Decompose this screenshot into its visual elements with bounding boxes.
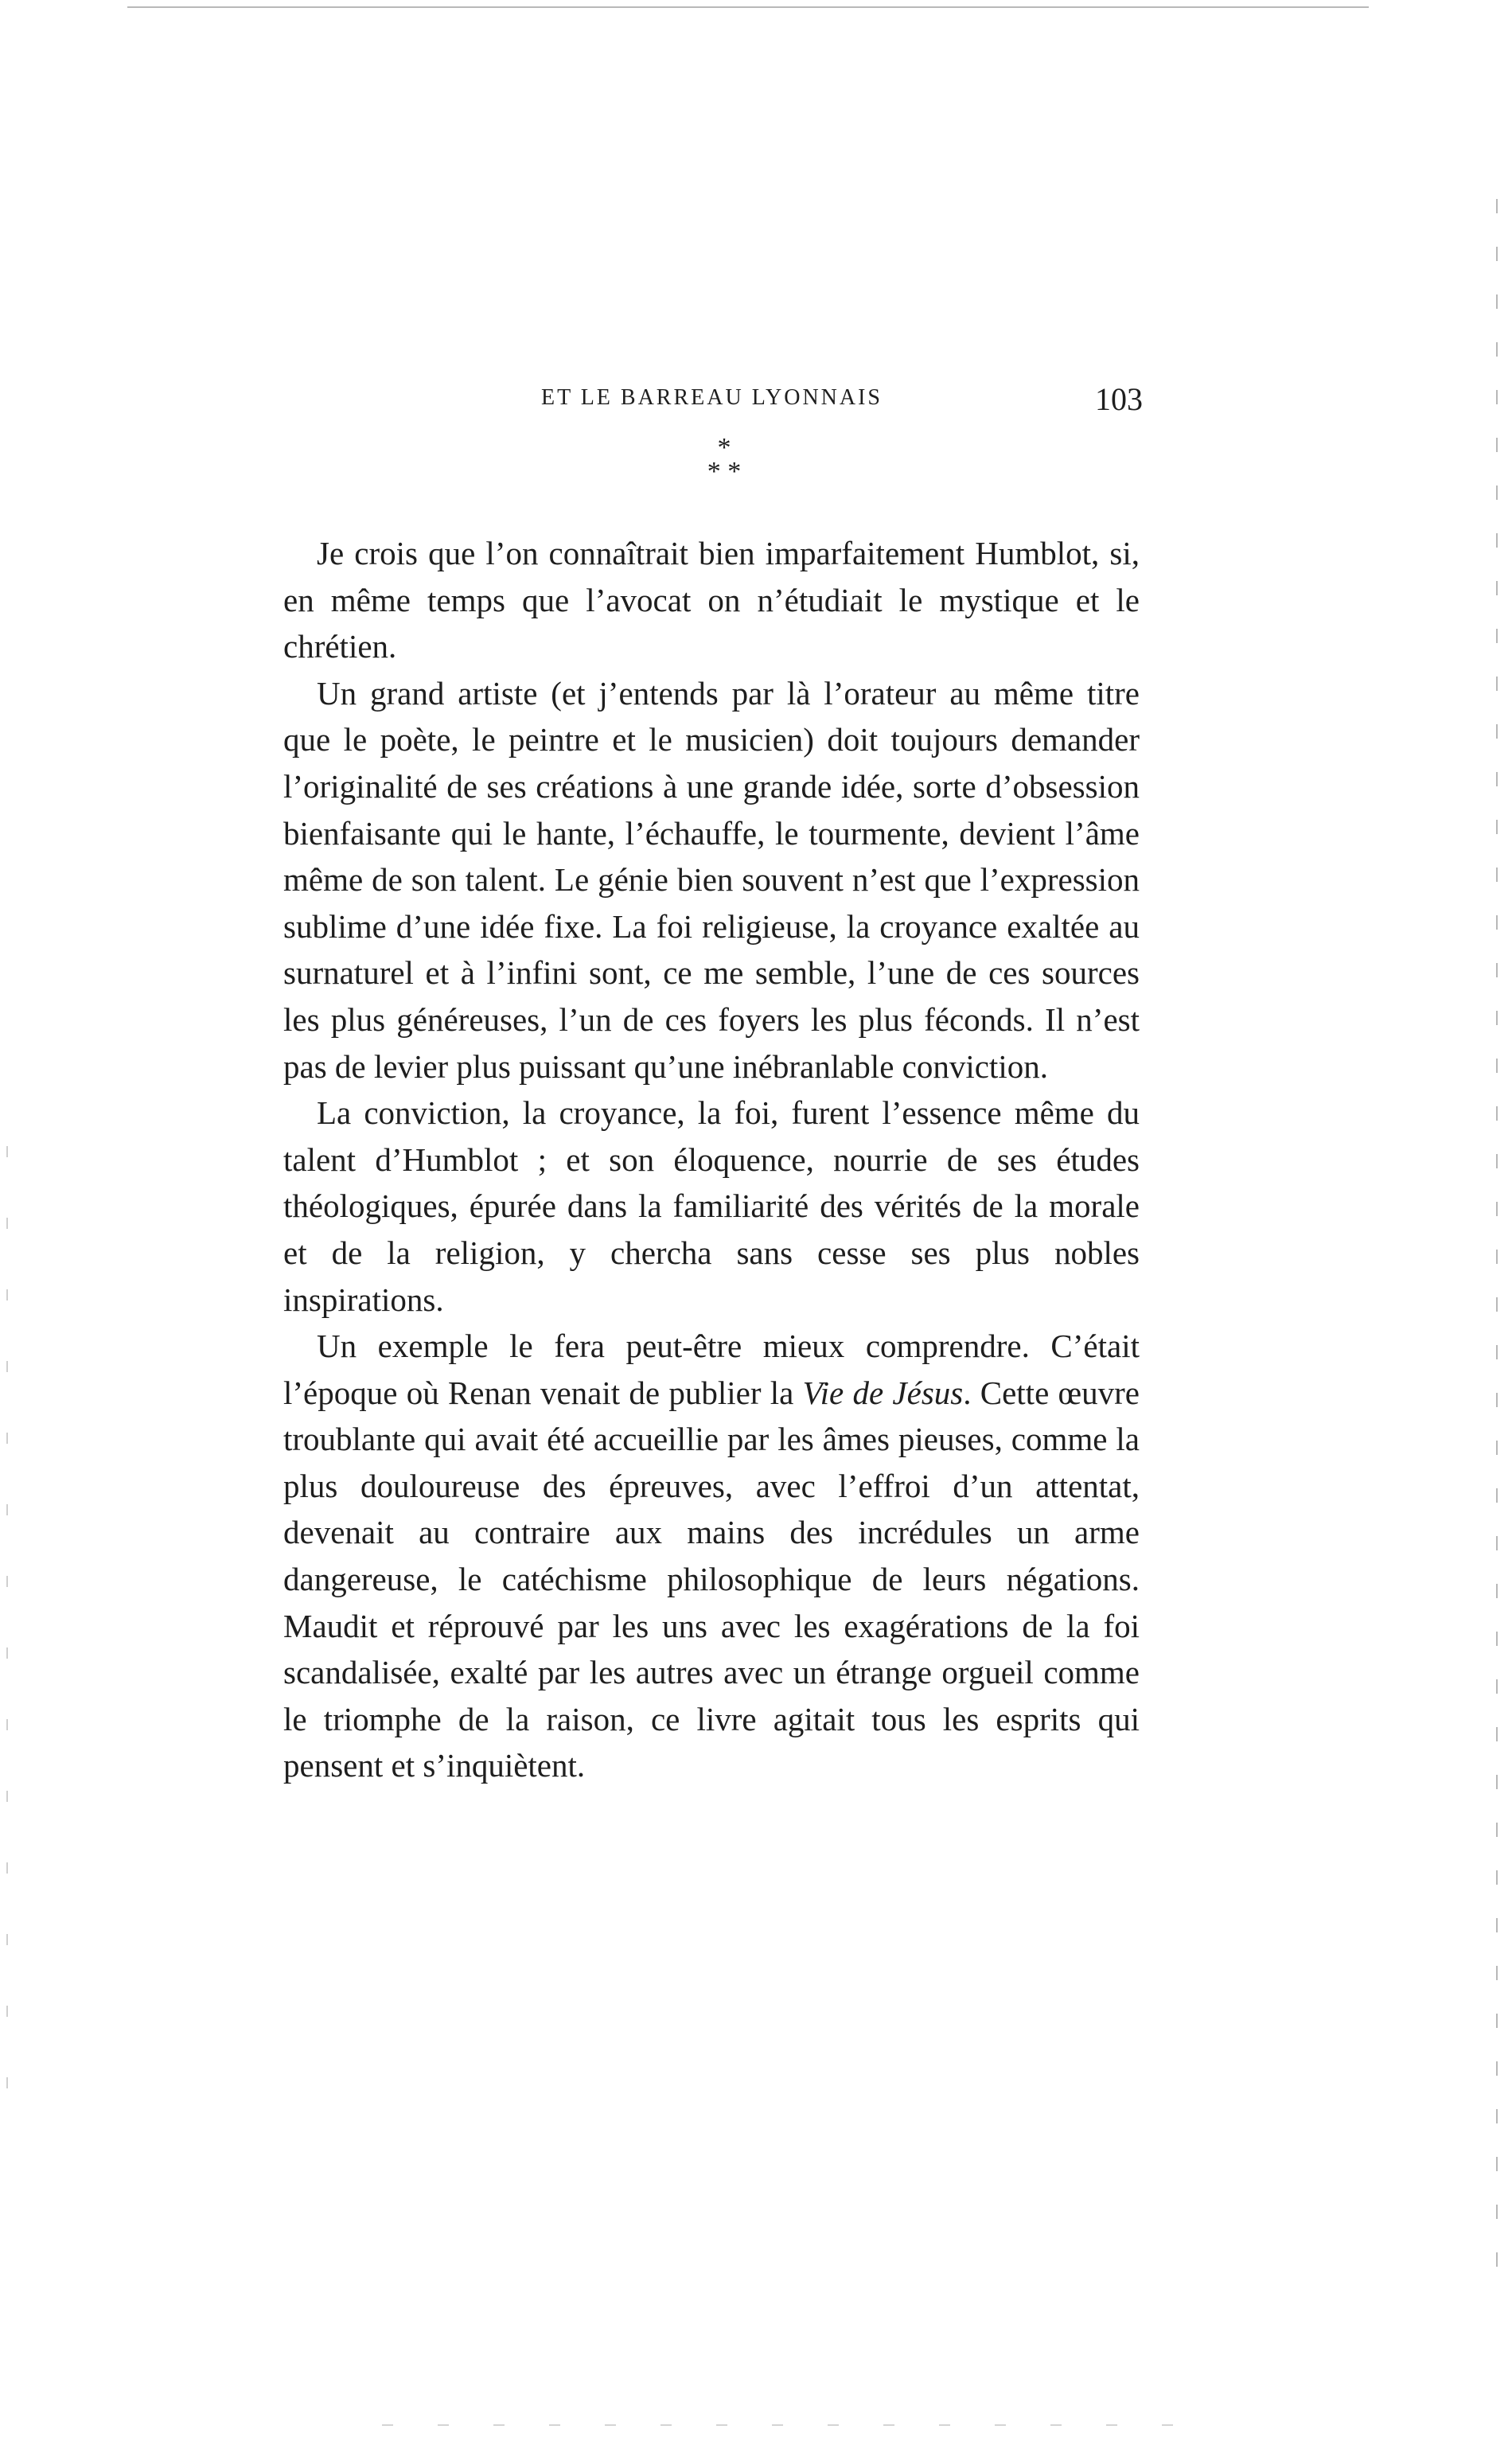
paragraph: Je crois que l’on connaîtrait bien imparfaitement Humblot, si, en même temps que l’avocat on n’étudiait le mystique et le chrétien. (283, 535, 1140, 665)
page-number: 103 (1095, 381, 1143, 417)
asterism-top: * (717, 433, 731, 462)
paragraph-text: Un exemple le fera peut-être mieux comprendre. C’était l’époque où Renan venait de publier la (283, 1328, 1140, 1411)
paragraph (283, 1323, 1140, 1789)
book-title-italic: Vie de Jésus (802, 1374, 964, 1411)
scan-top-edge (127, 6, 1369, 8)
asterism-bottom: * * (707, 457, 742, 486)
paragraph: Un grand artiste (et j’entends par là l’orateur au même titre que le poète, le peintre et le musicien) doit toujours demander l’originalité de ses créations à une grande idée, sorte d’obsession bienfaisante qui le hante, l’échauffe, le tourmente, devient l’âme même de son talent. Le génie bien souvent n’est que l’expression sublime d’une idée fixe. La foi religieuse, la croyance exaltée au surnaturel et à l’infini sont, ce me semble, l’une de ces sources les plus généreuses, l’un de ces foyers les plus féconds. Il n’est pas de levier plus puissant qu’une inébranlable conviction. (283, 674, 1140, 1085)
scan-right-edge (1496, 199, 1498, 2284)
running-head: ET LE BARREAU LYONNAIS (541, 385, 883, 410)
body-text (283, 530, 1140, 1789)
scan-left-edge (6, 1146, 8, 2101)
asterism-separator (692, 433, 756, 486)
scan-bottom-edge (382, 2424, 1178, 2426)
paragraph: La conviction, la croyance, la foi, furent l’essence même du talent d’Humblot ; et son éloquence, nourrie de ses études théologiques, épurée dans la familiarité des vérités de la morale et de la religion, y chercha sans cesse ses plus nobles inspirations. (283, 1094, 1140, 1318)
paragraph-text: . Cette œuvre troublante qui avait été accueillie par les âmes pieuses, comme la plus douloureuse des épreuves, avec l’effroi d’un attentat, devenait au contraire aux mains des incrédules un arme dangereuse, le catéchisme philosophique de leurs négations. Maudit et réprouvé par les uns avec les exagérations de la foi scandalisée, exalté par les autres avec un étrange orgueil comme le triomphe de la raison, ce livre agitait tous les esprits qui pensent et s’inquiètent. (283, 1374, 1140, 1784)
